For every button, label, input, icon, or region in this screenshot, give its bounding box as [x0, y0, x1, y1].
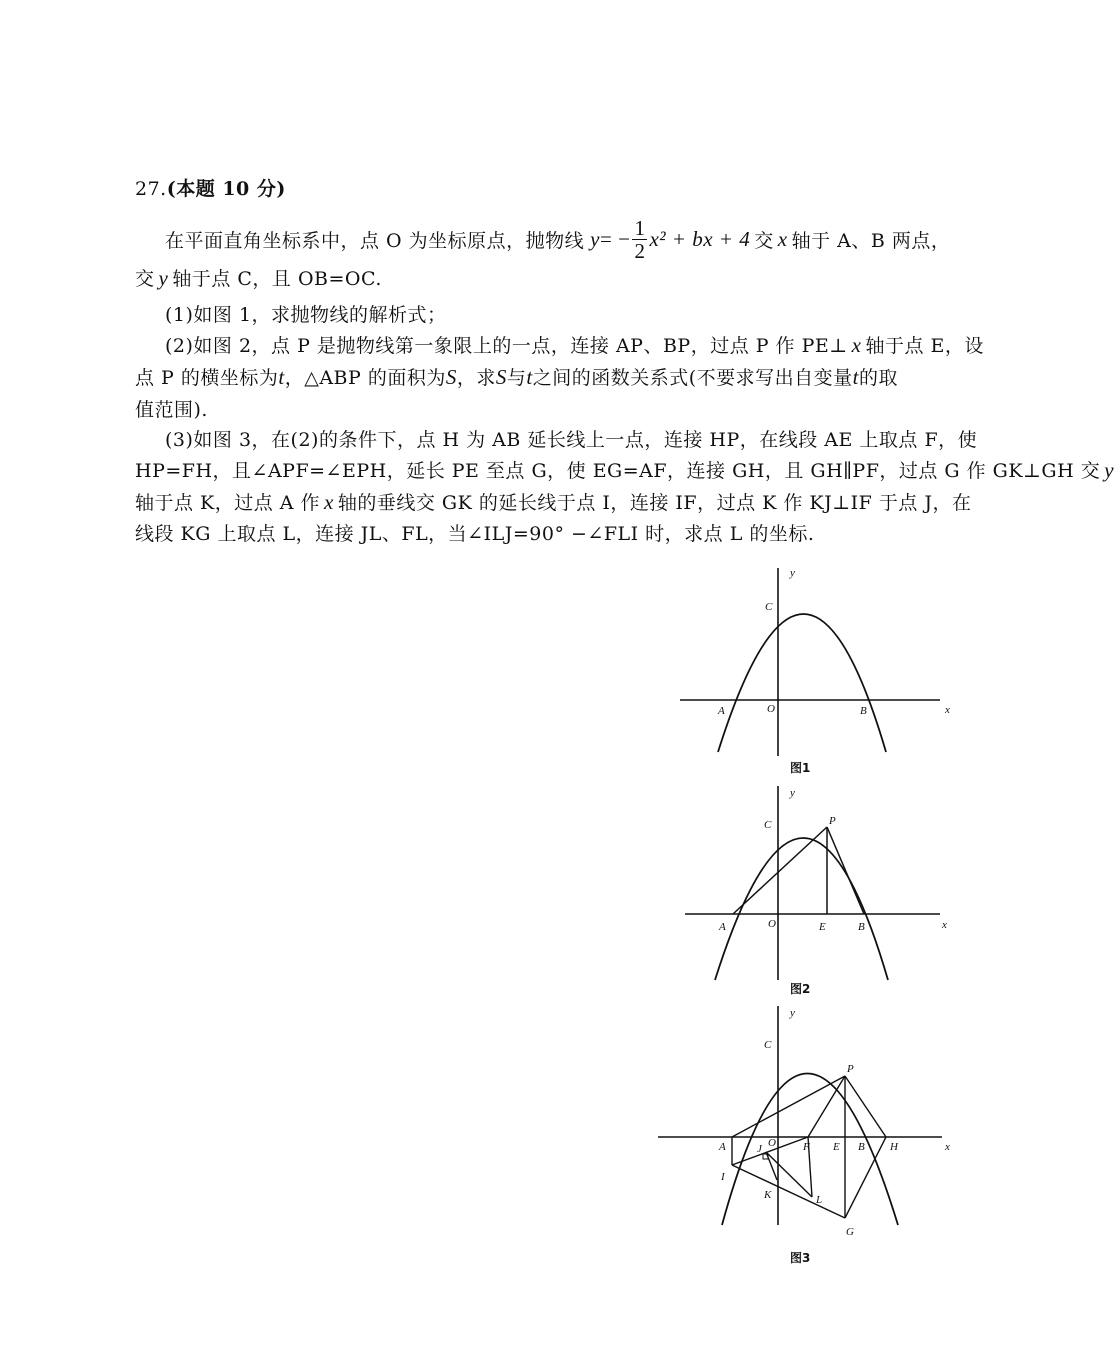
- fig2-segment-BP: [827, 827, 864, 914]
- fig1-parabola: [718, 614, 886, 752]
- fig3-label-K: K: [764, 1189, 772, 1201]
- fig3-label-E: E: [833, 1141, 840, 1153]
- part-3-line-2: HP=FH，且∠APF=∠EPH，延长 PE 至点 G，使 EG=AF，连接 GH，且 GH∥PF，过点 G 作 GK⊥GH 交 y: [135, 458, 1114, 482]
- fig3-label-B: B: [858, 1141, 865, 1153]
- figure-1: [670, 560, 970, 780]
- fig2-label-A: A: [719, 921, 726, 933]
- fig3-segment-GH: [845, 1137, 886, 1218]
- fig3-label-x: x: [945, 1141, 950, 1153]
- fig1-label-B: B: [860, 705, 867, 717]
- fig2-segment-AP: [733, 827, 827, 914]
- part-2-line-2: 点 P 的横坐标为t，△ABP 的面积为S，求S与t之间的函数关系式(不要求写出自变量t的取: [135, 365, 898, 389]
- fig3-label-y: y: [790, 1007, 795, 1019]
- fig3-caption: 图3: [790, 1251, 811, 1265]
- part-3-line-1: (3)如图 3，在(2)的条件下，点 H 为 AB 延长线上一点，连接 HP，在线段 AE 上取点 F，使: [165, 429, 978, 451]
- fig3-segment-IG: [732, 1165, 845, 1218]
- part-2-line-3: 值范围).: [135, 399, 208, 421]
- problem-header: [135, 174, 286, 201]
- fig3-label-F: F: [803, 1141, 810, 1153]
- fig1-label-x: x: [945, 704, 950, 716]
- fig2-label-y: y: [790, 787, 795, 799]
- equation-fraction: $\frac{1}{2}$: [634, 215, 646, 263]
- fig2-label-E: E: [819, 921, 826, 933]
- fig3-label-I: I: [721, 1171, 725, 1183]
- fig3-segment-PH: [845, 1076, 886, 1137]
- problem-score: (本题 10 分): [166, 178, 286, 200]
- fig1-label-C: C: [765, 601, 773, 613]
- fig3-segment-AP: [732, 1076, 845, 1137]
- fig3-label-H: H: [890, 1141, 898, 1153]
- fig1-label-y: y: [790, 567, 795, 579]
- fig3-label-C: C: [764, 1039, 772, 1051]
- fig2-label-B: B: [858, 921, 865, 933]
- intro-line-2: 交 y 轴于点 C，且 OB=OC.: [135, 266, 382, 290]
- fig3-label-P: P: [847, 1063, 854, 1075]
- fig2-label-C: C: [764, 819, 772, 831]
- problem-number: 27.: [135, 178, 167, 200]
- fig2-label-P: P: [829, 815, 836, 827]
- figure-3: [650, 1000, 970, 1270]
- fig1-caption: 图1: [790, 761, 811, 775]
- fig3-label-J: J: [757, 1143, 762, 1155]
- fig3-label-A: A: [719, 1141, 726, 1153]
- fig3-segment-JL: [766, 1152, 812, 1197]
- intro-line-1: 在平面直角坐标系中，点 O 为坐标原点，抛物线 y = − $\frac{1}{2}$ x² + bx + 4 交 x 轴于 A、B 两点，: [165, 215, 951, 263]
- fig3-label-L: L: [816, 1194, 823, 1206]
- fig1-label-O: O: [767, 703, 775, 715]
- fig3-label-O: O: [768, 1137, 776, 1149]
- figure-2: [670, 780, 970, 1000]
- part-3-line-3: 轴于点 K，过点 A 作 x 轴的垂线交 GK 的延长线于点 I，连接 IF，过点 K 作 KJ⊥IF 于点 J，在: [135, 490, 972, 514]
- fig2-label-x: x: [942, 919, 947, 931]
- fig3-segment-PF: [808, 1076, 845, 1137]
- fig3-label-G: G: [846, 1226, 854, 1238]
- fig2-caption: 图2: [790, 982, 811, 996]
- fig2-label-O: O: [768, 918, 776, 930]
- part-2-line-1: (2)如图 2，点 P 是抛物线第一象限上的一点，连接 AP、BP，过点 P 作 PE⊥ x 轴于点 E，设: [165, 333, 984, 357]
- part-3-line-4: 线段 KG 上取点 L，连接 JL、FL，当∠ILJ=90° −∠FLI 时，求点 L 的坐标.: [135, 523, 815, 545]
- fig1-label-A: A: [718, 705, 725, 717]
- part-1: (1)如图 1，求抛物线的解析式；: [165, 304, 447, 326]
